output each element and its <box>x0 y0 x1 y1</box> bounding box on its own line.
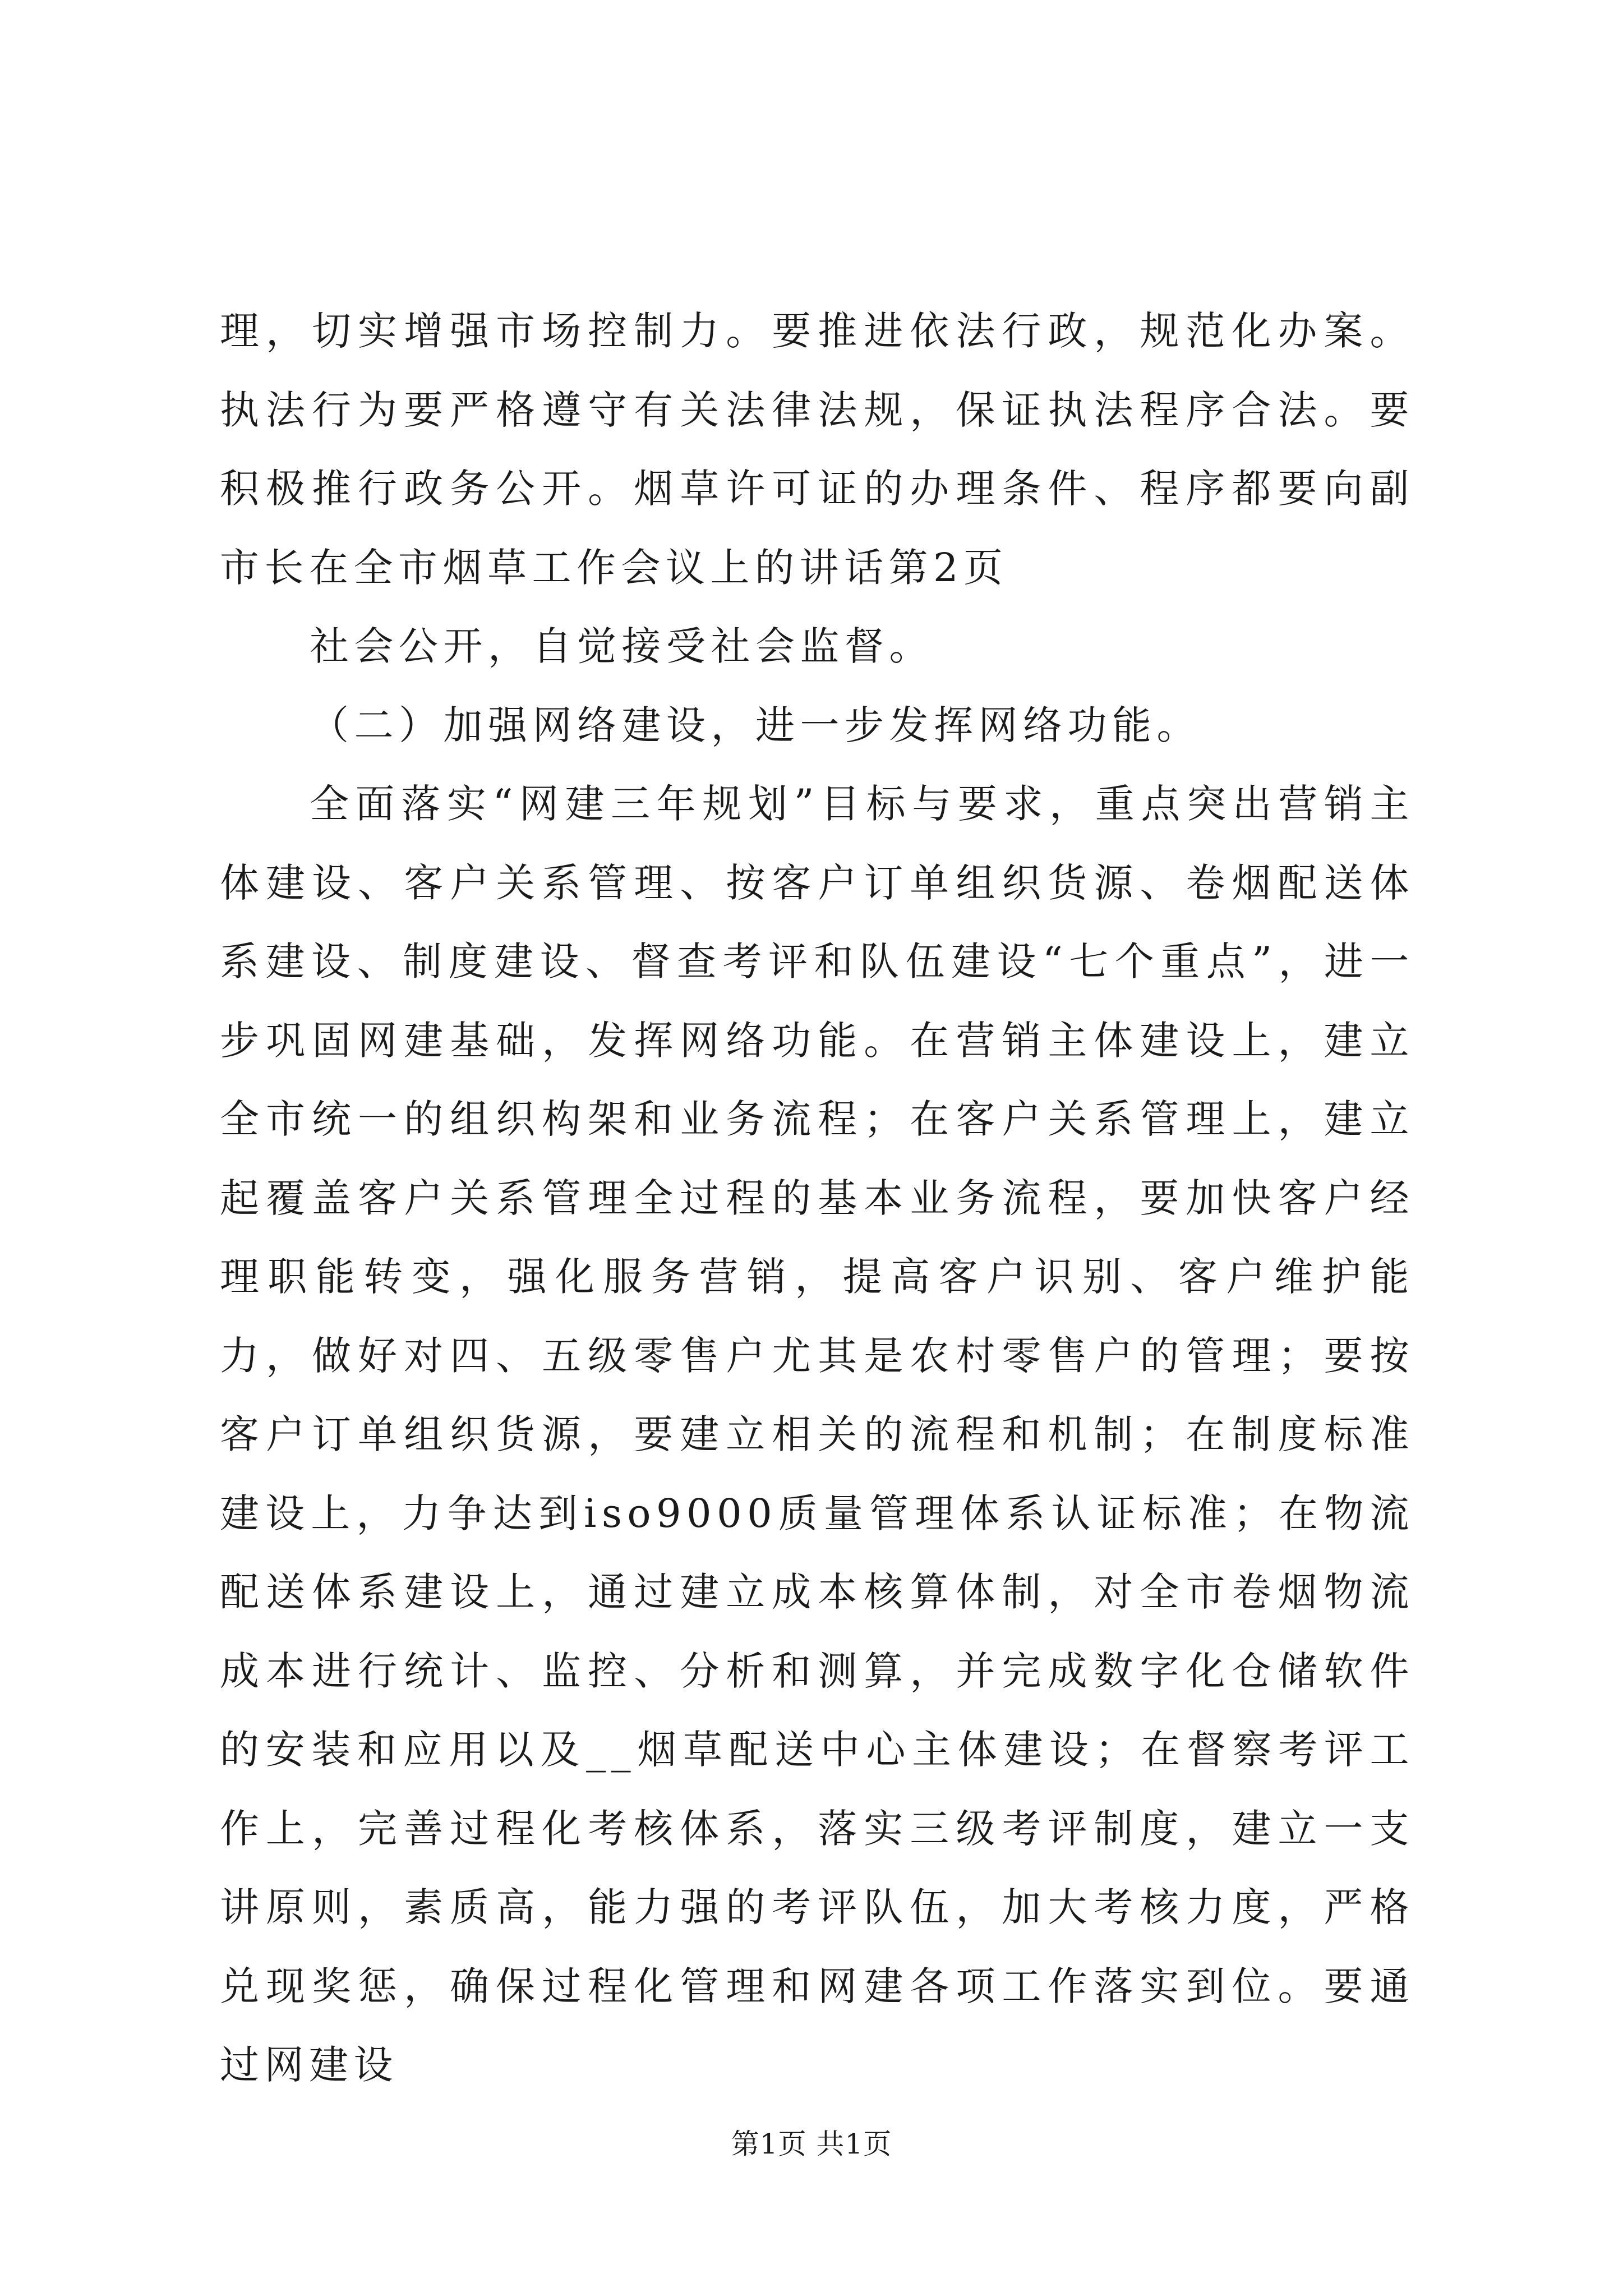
page-footer: 第1页 共1页 <box>731 2128 892 2160</box>
paragraph-network-plan: 全面落实“网建三年规划”目标与要求，重点突出营销主体建设、客户关系管理、按客户订单组织货源、卷烟配送体系建设、制度建设、督查考评和队伍建设“七个重点”，进一步巩固网建基础，发挥网络功能。在营销主体建设上，建立全市统一的组织构架和业务流程；在客户关系管理上，建立起覆盖客户关系管理全过程的基本业务流程，要加快客户经理职能转变，强化服务营销，提高客户识别、客户维护能力，做好对四、五级零售户尤其是农村零售户的管理；要按客户订单组织货源，要建立相关的流程和机制；在制度标准建设上，力争达到iso9000质量管理体系认证标准；在物流配送体系建设上，通过建立成本核算体制，对全市卷烟物流成本进行统计、监控、分析和测算，并完成数字化仓储软件的安装和应用以及__烟草配送中心主体建设；在督察考评工作上，完善过程化考核体系，落实三级考评制度，建立一支讲原则，素质高，能力强的考评队伍，加大考核力度，严格兑现奖惩，确保过程化管理和网建各项工作落实到位。要通过网建设 <box>220 781 1414 2088</box>
document-body <box>220 292 1414 2105</box>
paragraph-public-supervision: 社会公开，自觉接受社会监督。 <box>310 623 934 669</box>
section-heading-network: （二）加强网络建设，进一步发挥网络功能。 <box>310 702 1201 748</box>
paragraph-continuation: 理，切实增强市场控制力。要推进依法行政，规范化办案。执法行为要严格遵守有关法律法规，保证执法程序合法。要积极推行政务公开。烟草许可证的办理条件、程序都要向副市长在全市烟草工作会议上的讲话第2页 <box>220 308 1414 591</box>
